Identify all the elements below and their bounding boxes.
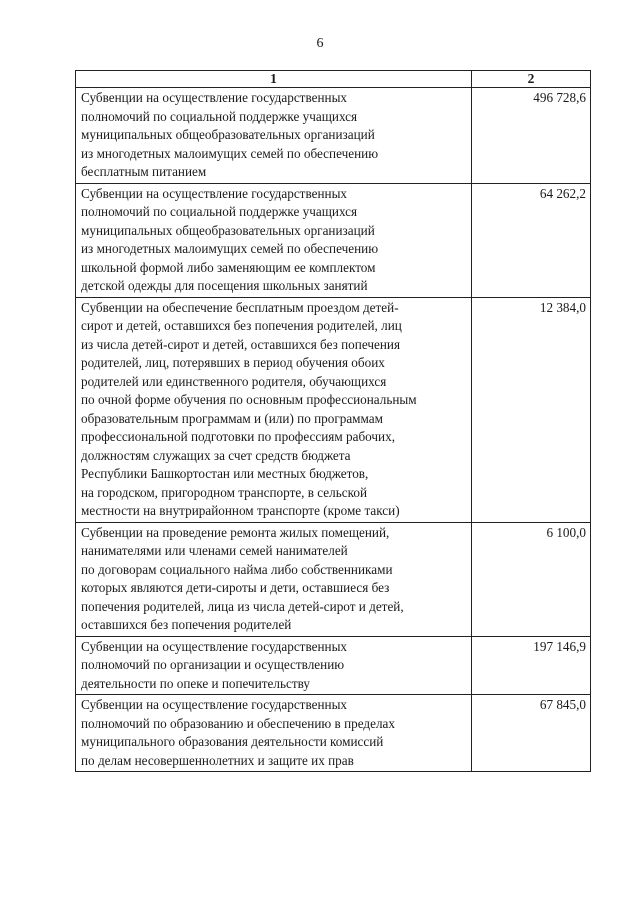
row-description: Субвенции на осуществление государственных полномочий по организации и осуществлению деятельности по опеке и попечительству xyxy=(76,636,472,695)
page-number: 6 xyxy=(316,36,324,51)
row-description: Субвенции на обеспечение бесплатным проездом детей- сирот и детей, оставшихся без попечения родителей, лиц из числа детей-сирот и детей, оставшихся без попечения родителей, лиц, потерявших в период обучения обоих родителей или единственного родителя, обучающихся по очной форме обучения по основным профессиональным образовательным программам и (или) по программам профессиональной подготовки по профессиям рабочих, должностям служащих за счет средств бюджета Республики Башкортостан или местных бюджетов, на городском, пригородном транспорте, в сельской местности на внутрирайонном транспорте (кроме такси) xyxy=(76,297,472,522)
table-row xyxy=(76,88,591,184)
row-description: Субвенции на осуществление государственных полномочий по социальной поддержке учащихся муниципальных общеобразовательных организаций из многодетных малоимущих семей по обеспечению школьной формой либо заменяющим ее комплектом детской одежды для посещения школьных занятий xyxy=(76,183,472,297)
column-header-2: 2 xyxy=(472,71,591,88)
row-amount: 6 100,0 xyxy=(472,522,591,636)
row-amount: 496 728,6 xyxy=(472,88,591,184)
row-description: Субвенции на осуществление государственных полномочий по образованию и обеспечению в пределах муниципального образования деятельности комиссий по делам несовершеннолетних и защите их прав xyxy=(76,695,472,772)
subventions-table xyxy=(75,70,591,772)
table-row xyxy=(76,183,591,297)
table-header-row xyxy=(76,71,591,88)
table-row xyxy=(76,636,591,695)
column-header-1: 1 xyxy=(76,71,472,88)
row-amount: 64 262,2 xyxy=(472,183,591,297)
table-row xyxy=(76,695,591,772)
row-amount: 12 384,0 xyxy=(472,297,591,522)
row-description: Субвенции на осуществление государственных полномочий по социальной поддержке учащихся муниципальных общеобразовательных организаций из многодетных малоимущих семей по обеспечению бесплатным питанием xyxy=(76,88,472,184)
row-description: Субвенции на проведение ремонта жилых помещений, нанимателями или членами семей нанимателей по договорам социального найма либо собственниками которых являются дети-сироты и дети, оставшиеся без попечения родителей, лица из числа детей-сирот и детей, оставшихся без попечения родителей xyxy=(76,522,472,636)
row-amount: 197 146,9 xyxy=(472,636,591,695)
table-row xyxy=(76,297,591,522)
row-amount: 67 845,0 xyxy=(472,695,591,772)
table-row xyxy=(76,522,591,636)
